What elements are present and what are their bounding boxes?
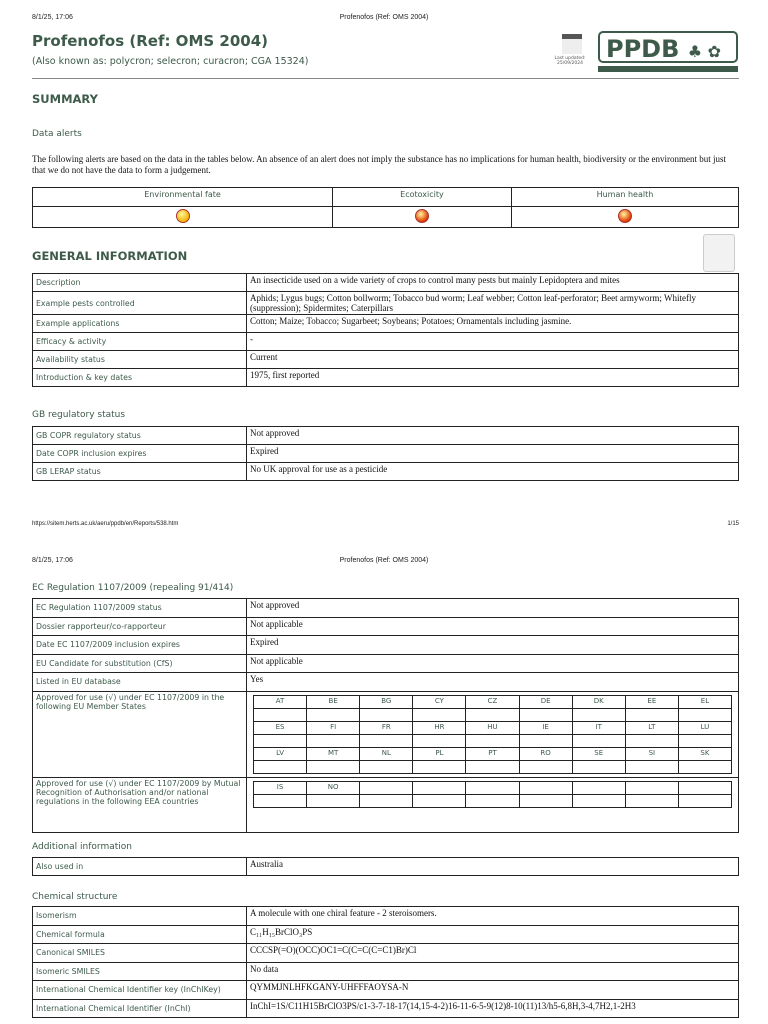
state-code: PT — [466, 747, 519, 760]
row-value: No UK approval for use as a pesticide — [247, 463, 739, 481]
row-value: Australia — [247, 858, 739, 876]
approval-cell — [254, 708, 307, 721]
last-updated — [548, 56, 592, 66]
footer-url: https://sitem.herts.ac.uk/aeru/ppdb/en/Reports/538.htm — [32, 521, 179, 527]
state-code: FR — [360, 721, 413, 734]
table-row — [33, 999, 739, 1018]
approval-cell — [625, 708, 678, 721]
alert-dot-icon — [415, 209, 429, 223]
general-table — [32, 273, 739, 387]
row-label: Efficacy & activity — [33, 333, 247, 351]
states-row — [254, 747, 732, 760]
table-row — [33, 944, 739, 963]
row-label: Introduction & key dates — [33, 369, 247, 387]
approval-cell — [307, 794, 360, 807]
states-row — [254, 721, 732, 734]
table-row — [33, 315, 739, 333]
row-value: Current — [247, 351, 739, 369]
alert-header: Environmental fate — [33, 188, 333, 207]
print-date-2: 8/1/25, 17:06 — [32, 557, 73, 564]
approval-cell — [572, 760, 625, 773]
row-value: Aphids; Lygus bugs; Cotton bollworm; Tobacco bud worm; Leaf webber; Cotton leaf-perforator; Beet armyworm; Whitefly (suppression); Spidermites; Caterpillars — [247, 292, 739, 315]
row-label: International Chemical Identifier key (InChIKey) — [33, 981, 247, 1000]
approval-cell — [413, 734, 466, 747]
approval-cell — [678, 734, 731, 747]
state-code: PL — [413, 747, 466, 760]
state-code: EL — [678, 695, 731, 708]
row-value: Not approved — [247, 599, 739, 618]
row-label: Example pests controlled — [33, 292, 247, 315]
approval-cell — [254, 734, 307, 747]
row-label: Isomeric SMILES — [33, 962, 247, 981]
state-code — [466, 781, 519, 794]
row-value: Not applicable — [247, 654, 739, 673]
approval-cell — [625, 760, 678, 773]
states-cell — [247, 777, 739, 832]
last-updated-label: Last updated: — [554, 56, 586, 61]
data-alerts-heading: Data alerts — [32, 129, 82, 139]
states-grid — [253, 695, 732, 774]
alert-header: Human health — [511, 188, 738, 207]
row-value: Not approved — [247, 427, 739, 445]
plant-icon: ♣ ✿ — [687, 42, 722, 61]
table-row — [33, 981, 739, 1000]
approval-cell — [519, 708, 572, 721]
state-code — [572, 781, 625, 794]
state-code — [625, 781, 678, 794]
chem-heading: Chemical structure — [32, 892, 118, 902]
table-row — [33, 654, 739, 673]
print-date: 8/1/25, 17:06 — [32, 14, 73, 21]
approval-row — [254, 734, 732, 747]
row-label: EC Regulation 1107/2009 status — [33, 599, 247, 618]
row-label: GB LERAP status — [33, 463, 247, 481]
approval-cell — [466, 708, 519, 721]
row-value: Not applicable — [247, 617, 739, 636]
row-label: EU Candidate for substitution (CfS) — [33, 654, 247, 673]
state-code: IS — [254, 781, 307, 794]
states-row — [254, 781, 732, 794]
calendar-icon — [562, 34, 582, 54]
summary-heading: SUMMARY — [32, 92, 98, 106]
row-value: Expired — [247, 445, 739, 463]
row-label: Dossier rapporteur/co-rapporteur — [33, 617, 247, 636]
approval-cell — [413, 708, 466, 721]
table-row — [33, 599, 739, 618]
approval-cell — [678, 794, 731, 807]
approval-cell — [572, 708, 625, 721]
state-code: NL — [360, 747, 413, 760]
state-code: MT — [307, 747, 360, 760]
row-value: QYMMJNLHFKGANY-UHFFFAOYSA-N — [247, 981, 739, 1000]
state-code: HR — [413, 721, 466, 734]
approval-row — [254, 708, 732, 721]
row-value: CCCSP(=O)(OCC)OC1=C(C=C(C=C1)Br)Cl — [247, 944, 739, 963]
alert-dot-icon — [176, 209, 190, 223]
state-code: SK — [678, 747, 731, 760]
ppdb-logo[interactable] — [598, 31, 738, 63]
state-code: LU — [678, 721, 731, 734]
approval-cell — [625, 794, 678, 807]
divider — [32, 78, 739, 79]
row-value: Yes — [247, 673, 739, 692]
approval-cell — [466, 794, 519, 807]
approval-cell — [360, 708, 413, 721]
general-heading: GENERAL INFORMATION — [32, 249, 188, 263]
table-row — [33, 636, 739, 655]
approval-cell — [519, 734, 572, 747]
states-row — [254, 695, 732, 708]
page-title: Profenofos (Ref: OMS 2004) — [32, 32, 268, 50]
approval-cell — [466, 734, 519, 747]
state-code: SI — [625, 747, 678, 760]
approval-cell — [625, 734, 678, 747]
state-code: BE — [307, 695, 360, 708]
row-label: Isomerism — [33, 907, 247, 926]
approval-cell — [466, 760, 519, 773]
logo-text: PPDB — [606, 35, 680, 63]
ec-heading: EC Regulation 1107/2009 (repealing 91/414) — [32, 583, 234, 593]
row-label: Date EC 1107/2009 inclusion expires — [33, 636, 247, 655]
also-known-as: (Also known as: polycron; selecron; curacron; CGA 15324) — [32, 56, 309, 67]
table-row — [33, 369, 739, 387]
row-label: Listed in EU database — [33, 673, 247, 692]
alerts-text: The following alerts are based on the data in the tables below. An absence of an alert does not imply the substance has no implications for human health, biodiversity or the environment but just that we do not have the data to form a judgement. — [32, 154, 726, 175]
state-code: EE — [625, 695, 678, 708]
state-code — [678, 781, 731, 794]
row-value: Expired — [247, 636, 739, 655]
ec-table — [32, 598, 739, 833]
alert-header: Ecotoxicity — [333, 188, 512, 207]
state-code — [519, 781, 572, 794]
row-value: InChI=1S/C11H15BrClO3PS/c1-3-7-18-17(14,15-4-2)16-11-6-5-9(12)8-10(11)13/h5-6,8H,3-4,7H2,1-2H3 — [247, 999, 739, 1018]
approval-cell — [254, 794, 307, 807]
row-label: Example applications — [33, 315, 247, 333]
logo-bar — [598, 66, 738, 72]
table-row — [33, 445, 739, 463]
state-code: HU — [466, 721, 519, 734]
alert-cell — [33, 207, 333, 228]
table-row — [33, 962, 739, 981]
state-code: FI — [307, 721, 360, 734]
table-row — [33, 351, 739, 369]
chem-table — [32, 906, 739, 1018]
row-value: C₁₁H₁₅BrClO₃PS — [247, 925, 739, 944]
approval-cell — [360, 760, 413, 773]
state-code: RO — [519, 747, 572, 760]
eea-countries-row — [33, 777, 739, 832]
state-code — [360, 781, 413, 794]
eu-member-states-row — [33, 691, 739, 777]
state-code: DE — [519, 695, 572, 708]
row-label: Canonical SMILES — [33, 944, 247, 963]
state-code: DK — [572, 695, 625, 708]
row-label: Description — [33, 274, 247, 292]
last-updated-date: 25/09/2024 — [557, 61, 583, 66]
print-title-2: Profenofos (Ref: OMS 2004) — [339, 557, 429, 564]
table-row — [33, 907, 739, 926]
approval-cell — [519, 794, 572, 807]
table-row — [33, 858, 739, 876]
footer-page: 1/15 — [727, 521, 739, 527]
approval-cell — [678, 760, 731, 773]
state-code: LT — [625, 721, 678, 734]
approval-cell — [307, 760, 360, 773]
table-row — [33, 463, 739, 481]
print-title: Profenofos (Ref: OMS 2004) — [339, 14, 429, 21]
row-label: Availability status — [33, 351, 247, 369]
row-label: Also used in — [33, 858, 247, 876]
approval-cell — [254, 760, 307, 773]
approval-cell — [678, 708, 731, 721]
row-value: Cotton; Maize; Tobacco; Sugarbeet; Soybeans; Potatoes; Ornamentals including jasmine. — [247, 315, 739, 333]
approval-cell — [413, 794, 466, 807]
state-code: CZ — [466, 695, 519, 708]
row-label: GB COPR regulatory status — [33, 427, 247, 445]
approval-cell — [307, 708, 360, 721]
state-code: AT — [254, 695, 307, 708]
approval-cell — [360, 734, 413, 747]
document-icon[interactable] — [703, 234, 735, 272]
gb-table — [32, 426, 739, 481]
row-value: No data — [247, 962, 739, 981]
approval-cell — [413, 760, 466, 773]
states-grid — [253, 781, 732, 808]
table-row — [33, 333, 739, 351]
row-value: - — [247, 333, 739, 351]
row-label: Date COPR inclusion expires — [33, 445, 247, 463]
states-cell — [247, 691, 739, 777]
additional-heading: Additional information — [32, 842, 132, 852]
state-code: IT — [572, 721, 625, 734]
table-row — [33, 617, 739, 636]
approval-cell — [519, 760, 572, 773]
state-code: SE — [572, 747, 625, 760]
row-value: A molecule with one chiral feature - 2 steroisomers. — [247, 907, 739, 926]
approval-cell — [572, 734, 625, 747]
alerts-table — [32, 187, 739, 228]
table-row — [33, 274, 739, 292]
approval-row — [254, 760, 732, 773]
row-value: 1975, first reported — [247, 369, 739, 387]
state-code: BG — [360, 695, 413, 708]
alert-dot-icon — [618, 209, 632, 223]
state-code: NO — [307, 781, 360, 794]
row-label: Chemical formula — [33, 925, 247, 944]
alert-cell — [333, 207, 512, 228]
approval-cell — [572, 794, 625, 807]
approval-cell — [307, 734, 360, 747]
state-code: LV — [254, 747, 307, 760]
row-label: Approved for use (√) under EC 1107/2009 in the following EU Member States — [33, 691, 247, 777]
state-code — [413, 781, 466, 794]
approval-cell — [360, 794, 413, 807]
state-code: IE — [519, 721, 572, 734]
table-row — [33, 427, 739, 445]
table-row — [33, 925, 739, 944]
state-code: ES — [254, 721, 307, 734]
row-label: International Chemical Identifier (InChI) — [33, 999, 247, 1018]
row-value: An insecticide used on a wide variety of crops to control many pests but mainly Lepidoptera and mites — [247, 274, 739, 292]
approval-row — [254, 794, 732, 807]
row-label: Approved for use (√) under EC 1107/2009 by Mutual Recognition of Authorisation and/or national regulations in the following EEA countries — [33, 777, 247, 832]
table-row — [33, 292, 739, 315]
gb-heading: GB regulatory status — [32, 410, 126, 420]
state-code: CY — [413, 695, 466, 708]
table-row — [33, 673, 739, 692]
alert-cell — [511, 207, 738, 228]
additional-table — [32, 857, 739, 876]
